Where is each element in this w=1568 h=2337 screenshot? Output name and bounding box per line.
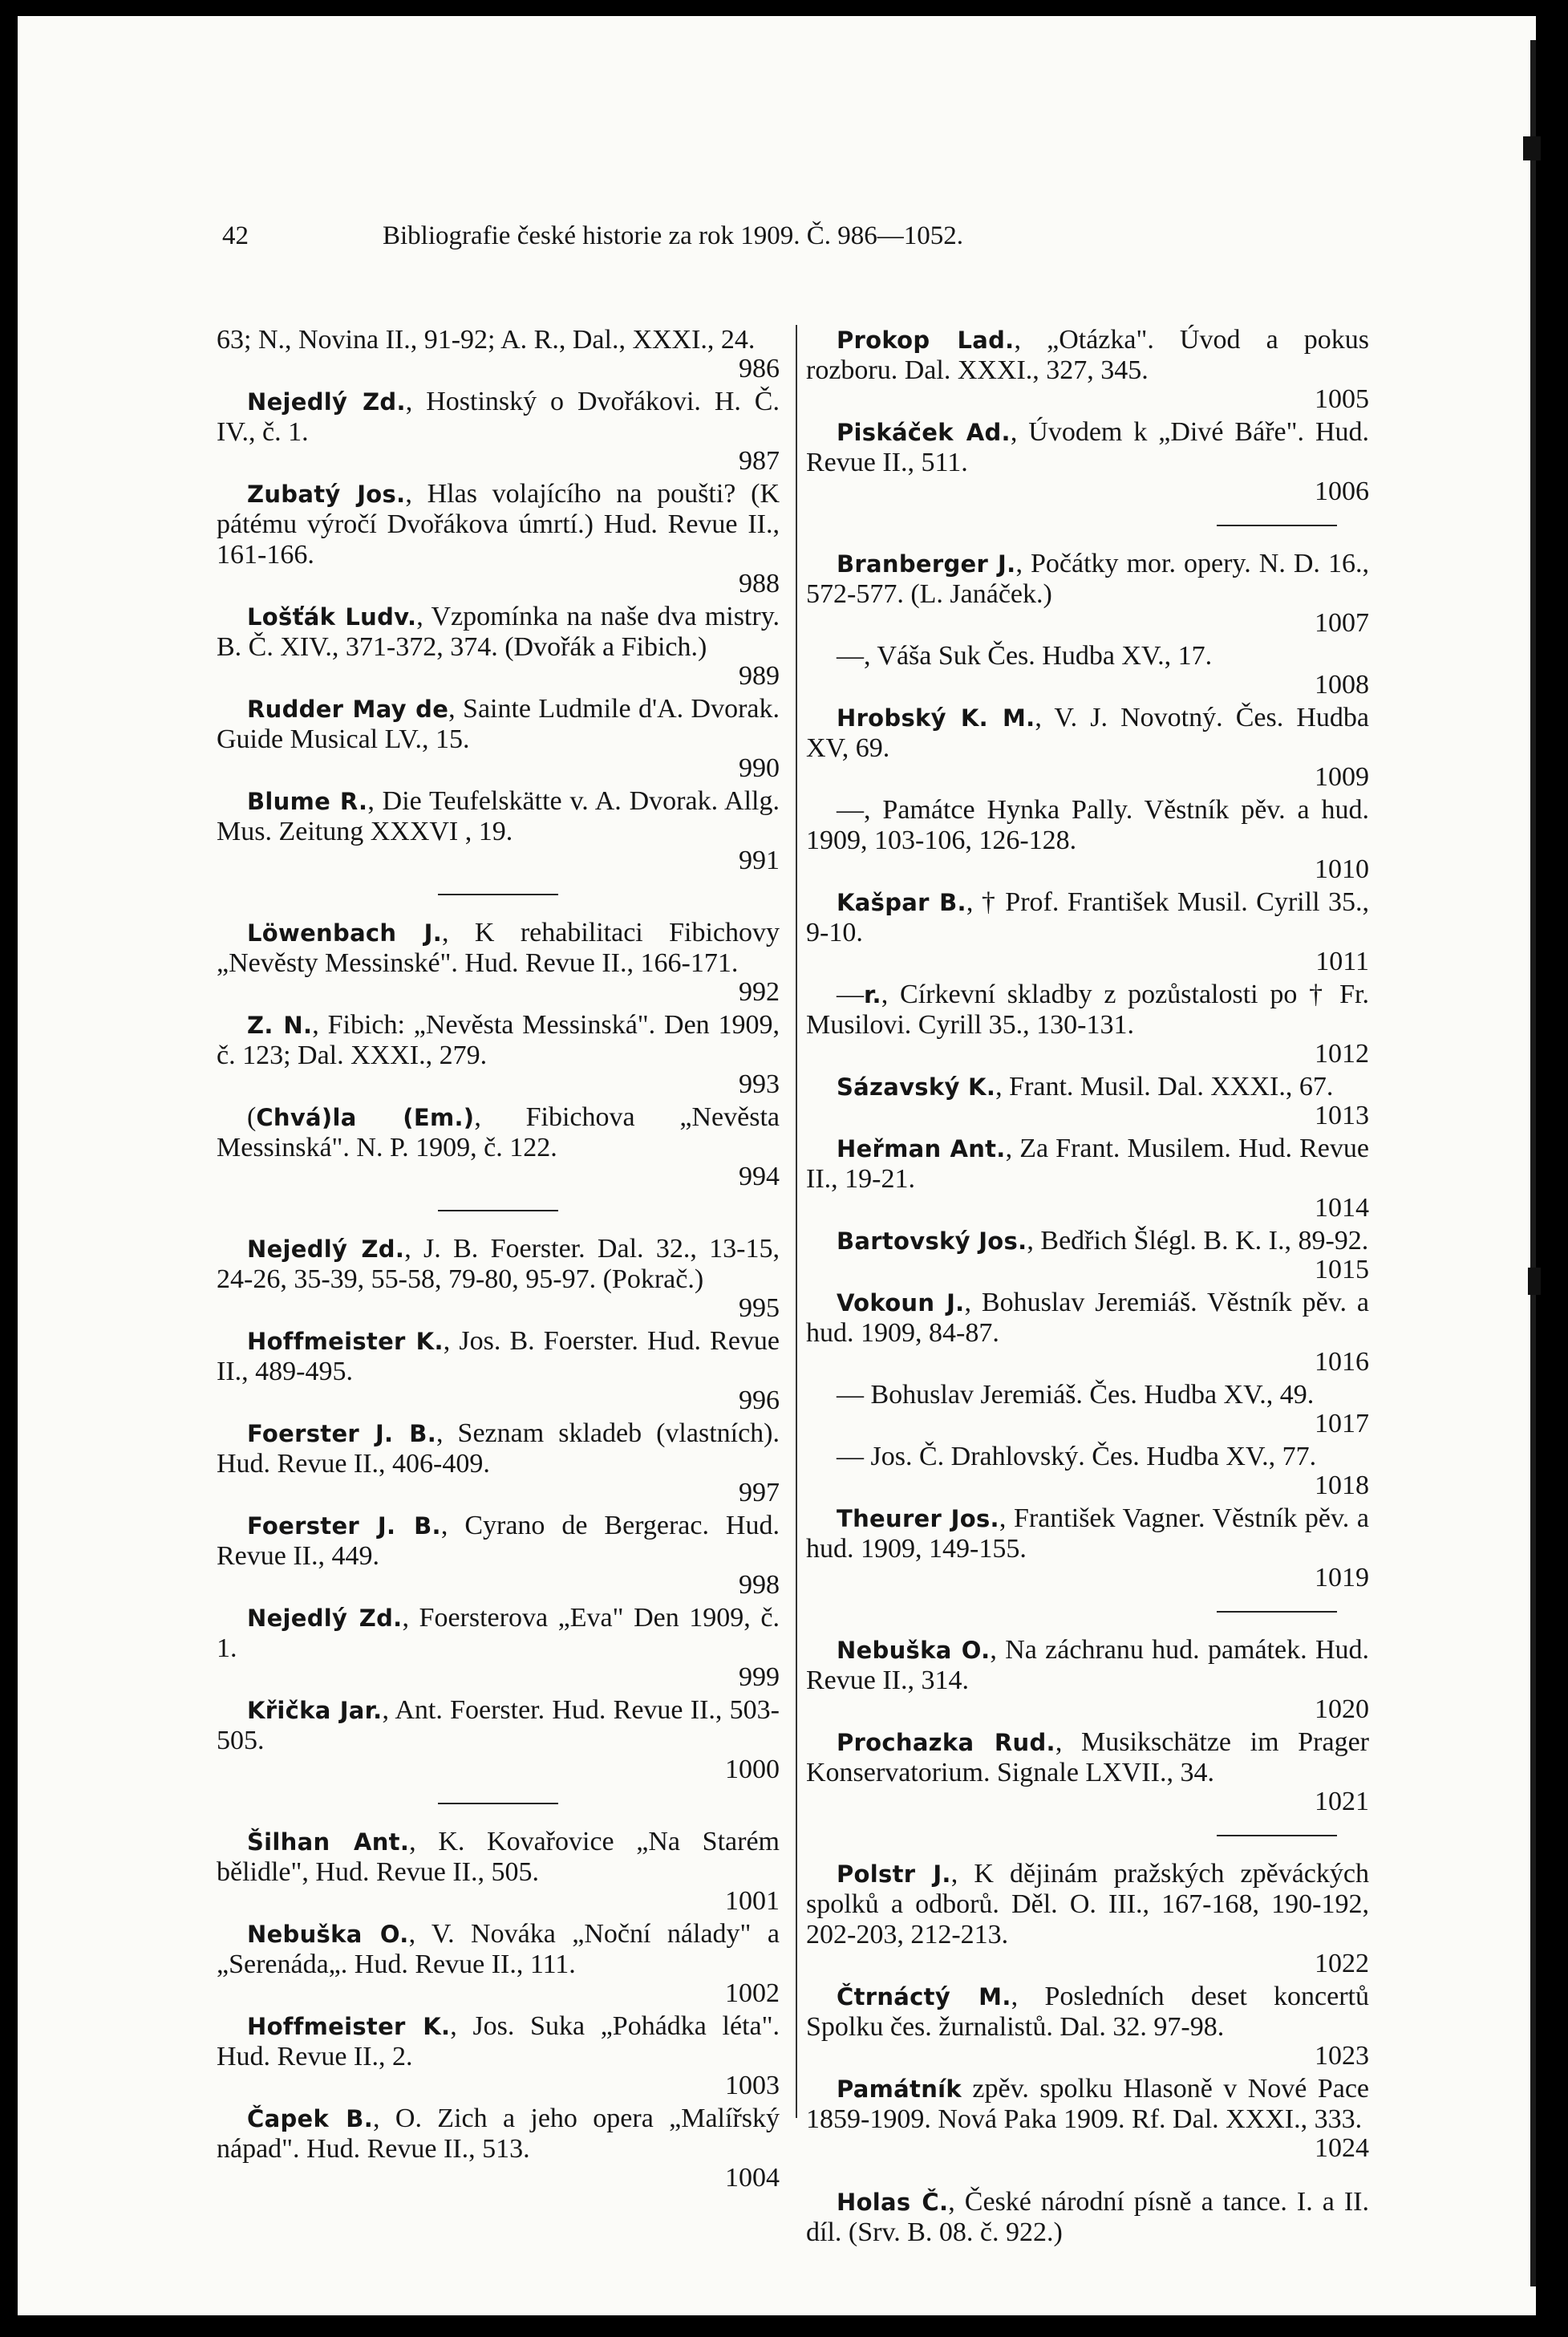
page-edge-mark [1523, 136, 1541, 160]
entry-text: , Foersterova „Eva" Den 1909, č. 1. [217, 1603, 780, 1663]
bibliography-entry [217, 1919, 780, 2009]
section-separator [438, 1210, 558, 1211]
entry-number: 1016 [1315, 1347, 1369, 1377]
entry-author: Polstr J. [837, 1860, 951, 1888]
entry-text: , Úvodem k „Divé Báře". Hud. Revue II., 511. [806, 417, 1369, 477]
bibliography-entry [217, 1695, 780, 1785]
entry-text: , Ant. Foerster. Hud. Revue II., 503-505. [217, 1695, 780, 1755]
entry-author: Chvá)la (Em.) [256, 1104, 475, 1131]
entry-text: , K. Kovařovice „Na Starém bělidle", Hud. Revue II., 505. [217, 1827, 780, 1887]
entry-author: Křička Jar. [247, 1697, 383, 1724]
bibliography-entry [806, 1134, 1369, 1223]
entry-author: Heřman Ant. [837, 1135, 1006, 1162]
bibliography-entry [806, 980, 1369, 1069]
entry-prefix: ( [247, 1102, 257, 1132]
section-gap [806, 2166, 1369, 2187]
entry-number: 987 [739, 446, 780, 476]
bibliography-entry [806, 1982, 1369, 2071]
entry-text: , K rehabilitaci Fibichovy „Nevěsty Messinské". Hud. Revue II., 166-171. [217, 918, 780, 978]
bibliography-entry [217, 1326, 780, 1416]
entry-text: , Bohuslav Jeremiáš. Věstník pěv. a hud. 1909, 84-87. [806, 1288, 1369, 1348]
entry-text: , Jos. Suka „Pohádka léta". Hud. Revue II., 2. [217, 2011, 780, 2071]
section-separator [438, 1803, 558, 1804]
entry-number: 1003 [725, 2071, 780, 2100]
entry-text: , Fibichova „Nevěsta Messinská". N. P. 1909, č. 122. [217, 1102, 780, 1162]
entry-text: , „Otázka". Úvod a pokus rozboru. Dal. XXXI., 327, 345. [806, 325, 1370, 385]
entry-text: , Fibich: „Nevěsta Messinská". Den 1909, č. 123; Dal. XXXI., 279. [217, 1010, 780, 1070]
entry-text: , Jos. B. Foerster. Hud. Revue II., 489-495. [217, 1326, 780, 1386]
book-page [18, 16, 1536, 2315]
entry-author: Branberger J. [837, 550, 1016, 578]
entry-author: Piskáček Ad. [837, 419, 1011, 446]
entry-text: , Sainte Ludmile d'A. Dvorak. Guide Musical LV., 15. [217, 694, 780, 754]
bibliography-entry [217, 387, 780, 477]
bibliography-entry [806, 2187, 1369, 2248]
entry-author: r. [864, 981, 881, 1008]
entry-author: Z. N. [247, 1012, 313, 1039]
entry-author: Hrobský K. M. [837, 704, 1035, 732]
entry-number: 989 [739, 661, 780, 691]
entry-author: Nejedlý Zd. [247, 388, 406, 416]
entry-text: , Za Frant. Musilem. Hud. Revue II., 19-21. [806, 1134, 1369, 1194]
entry-number: 990 [739, 753, 780, 783]
entry-text: , J. B. Foerster. Dal. 32., 13-15, 24-26, 35-39, 55-58, 79-80, 95-97. (Pokrač.) [217, 1234, 780, 1294]
entry-text: , Církevní skladby z pozůstalosti po † Fr. Musilovi. Cyrill 35., 130-131. [806, 980, 1369, 1040]
bibliography-entry [806, 641, 1369, 700]
bibliography-entry [217, 325, 780, 384]
entry-text: , Na záchranu hud. památek. Hud. Revue II., 314. [806, 1635, 1369, 1695]
bibliography-entry [217, 1010, 780, 1100]
entry-author: Nebuška O. [837, 1637, 991, 1664]
entry-number: 1022 [1315, 1949, 1369, 1978]
bibliography-entry [217, 786, 780, 876]
running-header [222, 221, 1409, 262]
bibliography-entry [806, 1288, 1369, 1377]
entry-author: Prochazka Rud. [837, 1729, 1055, 1756]
bibliography-entry [806, 1503, 1369, 1593]
entry-number: 994 [739, 1162, 780, 1191]
entry-author: Nejedlý Zd. [247, 1605, 403, 1632]
bibliography-entry [217, 1102, 780, 1192]
entry-number: 1012 [1315, 1039, 1369, 1069]
entry-author: Blume R. [247, 788, 368, 815]
entry-text: , † Prof. František Musil. Cyrill 35., 9-10. [806, 887, 1369, 947]
entry-text: , Hlas volajícího na poušti? (K pátému výročí Dvořákova úmrtí.) Hud. Revue II., 161-166. [217, 479, 780, 570]
entry-number: 996 [739, 1386, 780, 1415]
entry-number: 1007 [1315, 608, 1369, 638]
entry-number: 1015 [1315, 1255, 1369, 1284]
entry-number: 1002 [725, 1978, 780, 2008]
entry-author: Hoffmeister K. [247, 2013, 451, 2040]
bibliography-entry [217, 918, 780, 1008]
entry-text: , V. Nováka „Noční nálady" a „Serenáda„. Hud. Revue II., 111. [217, 1919, 780, 1979]
bibliography-entry [217, 1418, 780, 1508]
entry-text: , Cyrano de Bergerac. Hud. Revue II., 449. [217, 1511, 780, 1571]
entry-text: , O. Zich a jeho opera „Malířský nápad". Hud. Revue II., 513. [217, 2104, 780, 2164]
entry-number: 1004 [725, 2163, 780, 2193]
bibliography-entry [217, 694, 780, 784]
entry-number: 1005 [1315, 384, 1369, 414]
bibliography-entry [806, 2074, 1369, 2164]
entry-author: Foerster J. B. [247, 1512, 441, 1540]
page-edge-mark [1528, 1268, 1541, 1295]
entry-text: zpěv. spolku Hlasoně v Nové Pace 1859-1909. Nová Paka 1909. Rf. Dal. XXXI., 333. [806, 2074, 1369, 2134]
entry-text: , K dějinám pražských zpěváckých spolků a odborů. Děl. O. III., 167-168, 190-192, 202-203, 212-213. [806, 1859, 1369, 1950]
bibliography-entry [806, 703, 1369, 793]
bibliography-entry [806, 1226, 1369, 1285]
entry-text: , Bedřich Šlégl. B. K. I., 89-92. [1027, 1226, 1369, 1256]
entry-text: , Posledních deset koncertů Spolku čes. žurnalistů. Dal. 32. 97-98. [806, 1982, 1370, 2042]
entry-number: 1023 [1315, 2041, 1369, 2071]
bibliography-entry [806, 795, 1369, 885]
entry-author: Nejedlý Zd. [247, 1235, 405, 1263]
bibliography-entry [217, 1234, 780, 1324]
bibliography-entry [217, 602, 780, 692]
bibliography-entry [806, 325, 1369, 415]
entry-number: 1017 [1315, 1409, 1369, 1438]
entry-number: 1013 [1315, 1101, 1369, 1130]
entry-text: — Jos. Č. Drahlovský. Čes. Hudba XV., 77. [837, 1442, 1317, 1471]
entry-number: 999 [739, 1662, 780, 1692]
bibliography-entry [806, 549, 1369, 639]
bibliography-entry [806, 1635, 1369, 1725]
entry-number: 991 [739, 846, 780, 875]
entry-number: 1010 [1315, 854, 1369, 884]
entry-number: 1011 [1315, 947, 1369, 976]
entry-number: 993 [739, 1069, 780, 1099]
entry-text: , Seznam skladeb (vlastních). Hud. Revue II., 406-409. [217, 1418, 780, 1479]
entry-author: Sázavský K. [837, 1073, 996, 1101]
left-column [217, 325, 780, 2196]
section-separator [438, 894, 558, 895]
entry-text: , Počátky mor. opery. N. D. 16., 572-577. (L. Janáček.) [806, 549, 1369, 609]
entry-number: 1009 [1315, 762, 1369, 792]
right-column [806, 325, 1369, 2250]
entry-author: Vokoun J. [837, 1289, 965, 1317]
bibliography-entry [217, 479, 780, 599]
entry-text: , Frant. Musil. Dal. XXXI., 67. [995, 1072, 1334, 1102]
entry-text: 63; N., Novina II., 91-92; A. R., Dal., XXXI., 24. [217, 325, 756, 355]
section-separator [1217, 525, 1337, 526]
entry-number: 995 [739, 1293, 780, 1323]
bibliography-entry [806, 1442, 1369, 1501]
page-number: 42 [222, 221, 249, 250]
bibliography-entry [806, 1727, 1369, 1817]
entry-author: Památník [837, 2075, 962, 2103]
entry-author: Lošťák Ludv. [247, 603, 417, 631]
entry-number: 998 [739, 1570, 780, 1600]
page-edge-line [1530, 40, 1536, 2286]
entry-text: , Die Teufelskätte v. A. Dvorak. Allg. Mus. Zeitung XXXVI , 19. [217, 786, 780, 846]
entry-text: , V. J. Novotný. Čes. Hudba XV, 69. [806, 703, 1369, 763]
entry-text: , České národní písně a tance. I. a II. díl. (Srv. B. 08. č. 922.) [806, 2187, 1369, 2247]
entry-text: —, Památce Hynka Pally. Věstník pěv. a hud. 1909, 103-106, 126-128. [806, 795, 1369, 855]
entry-author: Holas Č. [837, 2189, 949, 2216]
entry-number: 1024 [1315, 2133, 1369, 2163]
entry-author: Čapek B. [247, 2105, 374, 2132]
entry-text: , František Vagner. Věstník pěv. a hud. 1909, 149-155. [806, 1503, 1369, 1564]
entry-number: 1014 [1315, 1193, 1369, 1223]
entry-author: Zubatý Jos. [247, 481, 406, 508]
entry-text: —, Váša Suk Čes. Hudba XV., 17. [837, 641, 1213, 671]
entry-number: 1006 [1315, 477, 1369, 506]
entry-author: Bartovský Jos. [837, 1227, 1027, 1255]
entry-number: 1021 [1315, 1787, 1369, 1816]
entry-author: Šilhan Ant. [247, 1828, 410, 1856]
entry-number: 1018 [1315, 1471, 1369, 1500]
entry-number: 1020 [1315, 1694, 1369, 1724]
entry-number: 1000 [725, 1755, 780, 1784]
header-title: Bibliografie české historie za rok 1909. Č. 986—1052. [383, 221, 964, 250]
entry-number: 1008 [1315, 670, 1369, 700]
entry-text: — Bohuslav Jeremiáš. Čes. Hudba XV., 49. [837, 1380, 1315, 1410]
entry-number: 1001 [725, 1886, 780, 1916]
bibliography-entry [806, 1072, 1369, 1131]
entry-author: Kašpar B. [837, 889, 966, 916]
entry-text: , Musikschätze im Prager Konservatorium. Signale LXVII., 34. [806, 1727, 1369, 1787]
entry-author: Prokop Lad. [837, 327, 1015, 354]
bibliography-entry [806, 887, 1369, 977]
entry-number: 992 [739, 977, 780, 1007]
entry-number: 986 [739, 354, 780, 383]
entry-author: Löwenbach J. [247, 919, 443, 947]
section-separator [1217, 1611, 1337, 1613]
entry-text: , Vzpomínka na naše dva mistry. B. Č. XIV., 371-372, 374. (Dvořák a Fibich.) [217, 602, 780, 662]
entry-author: Čtrnáctý M. [837, 1983, 1011, 2010]
entry-prefix: — [837, 980, 864, 1009]
bibliography-entry [217, 1827, 780, 1917]
bibliography-entry [806, 1859, 1369, 1979]
entry-number: 988 [739, 569, 780, 598]
entry-number: 997 [739, 1478, 780, 1507]
bibliography-entry [217, 2011, 780, 2101]
bibliography-entry [217, 2104, 780, 2193]
entry-number: 1019 [1315, 1563, 1369, 1592]
bibliography-entry [217, 1511, 780, 1601]
entry-author: Hoffmeister K. [247, 1328, 444, 1355]
section-separator [1217, 1835, 1337, 1836]
bibliography-entry [217, 1603, 780, 1693]
entry-author: Theurer Jos. [837, 1505, 999, 1532]
entry-author: Nebuška O. [247, 1921, 409, 1948]
entry-author: Rudder May de [247, 696, 449, 723]
entry-author: Foerster J. B. [247, 1420, 437, 1447]
column-divider [796, 325, 797, 2118]
bibliography-entry [806, 417, 1369, 507]
bibliography-entry [806, 1380, 1369, 1439]
entry-text: , Hostinský o Dvořákovi. H. Č. IV., č. 1. [217, 387, 780, 447]
